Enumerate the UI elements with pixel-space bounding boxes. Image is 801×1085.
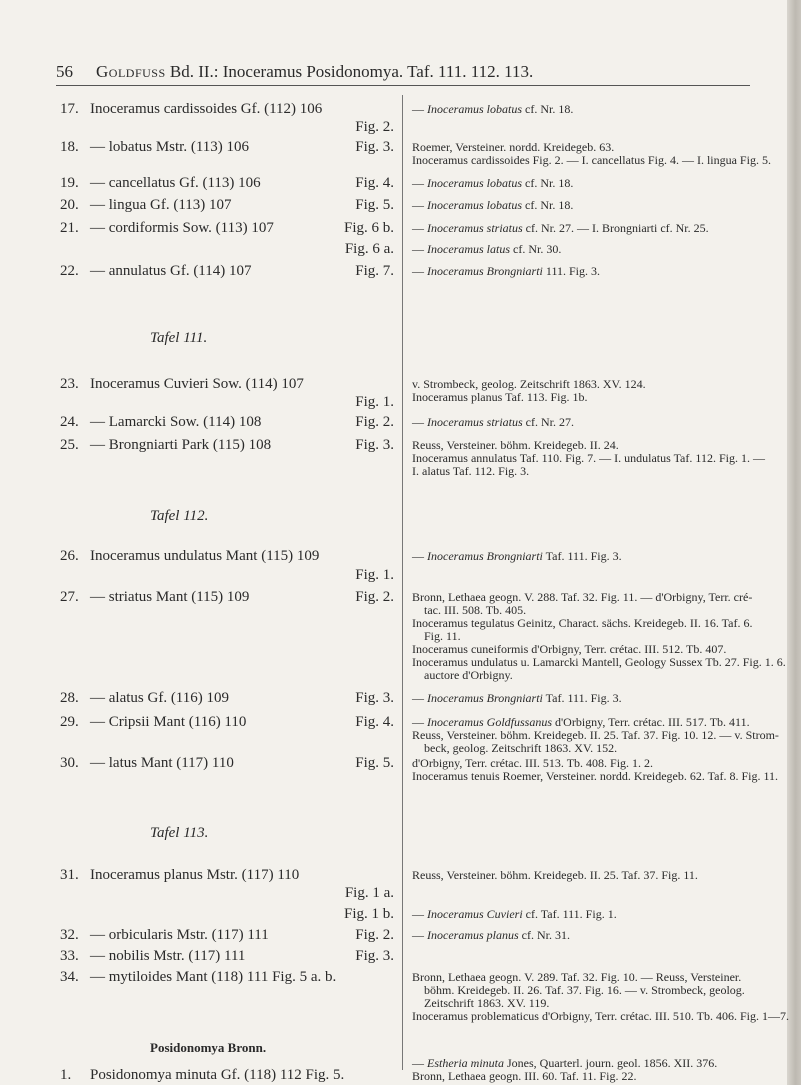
reference-line: Reuss, Versteiner. böhm. Kreidegeb. II. 24. bbox=[412, 438, 619, 452]
entry-text: — striatus Mant (115) 109 bbox=[90, 589, 250, 605]
entry-fig: Fig. 3. bbox=[355, 437, 394, 453]
entry-fig: Fig. 5. bbox=[355, 755, 394, 771]
synonym-line bbox=[412, 550, 622, 563]
dash: — bbox=[412, 176, 427, 190]
reference-line: I. alatus Taf. 112. Fig. 3. bbox=[412, 464, 530, 478]
entry-fig: Fig. 2. bbox=[355, 589, 394, 605]
entry-number: 34. bbox=[60, 969, 79, 985]
entry-text: Posidonomya minuta Gf. (118) 112 Fig. 5. bbox=[90, 1067, 345, 1083]
entry-number: 25. bbox=[60, 437, 79, 453]
entry-text: Inoceramus planus Mstr. (117) 110 bbox=[90, 867, 300, 883]
reference: cf. Nr. 27. — I. Brongniarti cf. Nr. 25. bbox=[522, 221, 709, 235]
taxon-name: Inoceramus Brongniarti bbox=[427, 691, 543, 705]
taxon-name: Inoceramus striatus bbox=[427, 415, 523, 429]
entry-number: 1. bbox=[60, 1067, 72, 1083]
entry-text: — cordiformis Sow. (113) 107 bbox=[90, 220, 274, 236]
reference: cf. Taf. 111. Fig. 1. bbox=[522, 907, 617, 921]
dash: — bbox=[412, 242, 427, 256]
entry-fig: Fig. 2. bbox=[355, 927, 394, 943]
taxon-name: Inoceramus latus bbox=[427, 242, 510, 256]
reference: cf. Nr. 27. bbox=[522, 415, 574, 429]
reference-line: Inoceramus cardissoides Fig. 2. — I. cancellatus Fig. 4. — I. lingua Fig. 5. bbox=[412, 153, 771, 167]
entry-fig: Fig. 1. bbox=[355, 567, 394, 583]
taxon-name: Inoceramus Goldfussanus bbox=[427, 715, 552, 729]
synonym-line bbox=[412, 222, 709, 235]
running-title bbox=[96, 62, 533, 82]
taxon-name: Inoceramus striatus bbox=[427, 221, 523, 235]
reference-line: Reuss, Versteiner. böhm. Kreidegeb. II. 25. Taf. 37. Fig. 10. 12. — v. Strom- bbox=[412, 728, 779, 742]
dash: — bbox=[412, 264, 427, 278]
entry-text: Inoceramus undulatus Mant (115) 109 bbox=[90, 548, 320, 564]
taxon-name: Inoceramus Brongniarti bbox=[427, 264, 543, 278]
running-title-rest: Bd. II.: Inoceramus Posidonomya. Taf. 111. 112. 113. bbox=[169, 62, 534, 81]
entry-fig: Fig. 3. bbox=[355, 948, 394, 964]
column-divider bbox=[402, 95, 403, 1070]
entry-fig: Fig. 2. bbox=[355, 414, 394, 430]
reference-line: Roemer, Versteiner. nordd. Kreidegeb. 63. bbox=[412, 140, 615, 154]
taxon-name: Inoceramus Brongniarti bbox=[427, 549, 543, 563]
reference-line: Fig. 11. bbox=[424, 629, 461, 643]
entry-number: 33. bbox=[60, 948, 79, 964]
dash: — bbox=[412, 549, 427, 563]
entry-number: 29. bbox=[60, 714, 79, 730]
reference-line: v. Strombeck, geolog. Zeitschrift 1863. XV. 124. bbox=[412, 377, 646, 391]
entry-fig: Fig. 4. bbox=[355, 175, 394, 191]
entry-fig: Fig. 6 b. bbox=[343, 220, 394, 236]
entry-number: 22. bbox=[60, 263, 79, 279]
reference: Taf. 111. Fig. 3. bbox=[542, 549, 622, 563]
taxon-name: Inoceramus lobatus bbox=[427, 176, 522, 190]
reference-line: Zeitschrift 1863. XV. 119. bbox=[424, 996, 550, 1010]
entry-text: — nobilis Mstr. (117) 111 bbox=[90, 948, 246, 964]
entry-number: 20. bbox=[60, 197, 79, 213]
entry-text: — lingua Gf. (113) 107 bbox=[90, 197, 232, 213]
reference-line: Inoceramus tenuis Roemer, Versteiner. nordd. Kreidegeb. 62. Taf. 8. Fig. 11. bbox=[412, 769, 779, 783]
reference-line: böhm. Kreidegeb. II. 26. Taf. 37. Fig. 16. — v. Strombeck, geolog. bbox=[424, 983, 745, 997]
reference-line: Inoceramus annulatus Taf. 110. Fig. 7. — I. undulatus Taf. 112. Fig. 1. — bbox=[412, 451, 765, 465]
reference-line: Inoceramus undulatus u. Lamarcki Mantell, Geology Sussex Tb. 27. Fig. 1. 6. bbox=[412, 655, 786, 669]
entry-number: 27. bbox=[60, 589, 79, 605]
entry-text: — orbicularis Mstr. (117) 111 bbox=[90, 927, 269, 943]
dash: — bbox=[412, 907, 427, 921]
entry-text: — lobatus Mstr. (113) 106 bbox=[90, 139, 250, 155]
entry-number: 26. bbox=[60, 548, 79, 564]
entry-text: Inoceramus Cuvieri Sow. (114) 107 bbox=[90, 376, 304, 392]
synonym-line bbox=[412, 243, 561, 256]
entry-number: 31. bbox=[60, 867, 79, 883]
reference: cf. Nr. 18. bbox=[522, 176, 574, 190]
entry-number: 32. bbox=[60, 927, 79, 943]
synonym-line bbox=[412, 199, 573, 212]
entry-text: — annulatus Gf. (114) 107 bbox=[90, 263, 252, 279]
entry-fig: Fig. 3. bbox=[355, 690, 394, 706]
reference-line: Bronn, Lethaea geogn. V. 288. Taf. 32. Fig. 11. — d'Orbigny, Terr. cré- bbox=[412, 590, 753, 604]
reference: cf. Nr. 30. bbox=[510, 242, 562, 256]
dash: — bbox=[412, 715, 427, 729]
entry-number: 17. bbox=[60, 101, 79, 117]
entry-fig: Fig. 6 a. bbox=[344, 241, 394, 257]
dash: — bbox=[412, 928, 427, 942]
dash: — bbox=[412, 1056, 427, 1070]
section-heading: Tafel 112. bbox=[150, 508, 209, 524]
dash: — bbox=[412, 221, 427, 235]
entry-number: 24. bbox=[60, 414, 79, 430]
entry-number: 30. bbox=[60, 755, 79, 771]
reference-line: auctore d'Orbigny. bbox=[424, 668, 513, 682]
entry-fig: Fig. 1. bbox=[355, 394, 394, 410]
author-name: Goldfuss bbox=[96, 62, 166, 81]
reference-line: beck, geolog. Zeitschrift 1863. XV. 152. bbox=[424, 741, 618, 755]
entry-fig: Fig. 4. bbox=[355, 714, 394, 730]
entry-fig: Fig. 1 a. bbox=[344, 885, 394, 901]
section-heading: Posidonomya Bronn. bbox=[150, 1040, 267, 1055]
reference: 111. Fig. 3. bbox=[542, 264, 601, 278]
reference: Jones, Quarterl. journ. geol. 1856. XII. 376. bbox=[504, 1056, 718, 1070]
synonym-line bbox=[412, 908, 617, 921]
reference-line: Inoceramus cuneiformis d'Orbigny, Terr. crétac. III. 512. Tb. 407. bbox=[412, 642, 727, 656]
taxon-name: Inoceramus lobatus bbox=[427, 102, 522, 116]
reference-line: Inoceramus planus Taf. 113. Fig. 1b. bbox=[412, 390, 588, 404]
synonym-line bbox=[412, 177, 573, 190]
taxon-name: Inoceramus lobatus bbox=[427, 198, 522, 212]
dash: — bbox=[412, 691, 427, 705]
entry-number: 21. bbox=[60, 220, 79, 236]
entry-text: — cancellatus Gf. (113) 106 bbox=[90, 175, 261, 191]
entry-text: Inoceramus cardissoides Gf. (112) 106 bbox=[90, 101, 323, 117]
reference-line: Inoceramus problematicus d'Orbigny, Terr. crétac. III. 510. Tb. 406. Fig. 1—7. bbox=[412, 1009, 790, 1023]
reference-line: Bronn, Lethaea geogn. III. 60. Taf. 11. Fig. 22. bbox=[412, 1069, 637, 1083]
entry-number: 23. bbox=[60, 376, 79, 392]
entry-fig: Fig. 7. bbox=[355, 263, 394, 279]
taxon-name: Inoceramus planus bbox=[427, 928, 519, 942]
entry-fig: Fig. 2. bbox=[355, 119, 394, 135]
section-heading: Tafel 113. bbox=[150, 825, 209, 841]
entry-number: 19. bbox=[60, 175, 79, 191]
entry-number: 18. bbox=[60, 139, 79, 155]
reference-line: d'Orbigny, Terr. crétac. III. 513. Tb. 408. Fig. 1. 2. bbox=[412, 756, 654, 770]
dash: — bbox=[412, 102, 427, 116]
synonym-line bbox=[412, 265, 600, 278]
entry-text: — latus Mant (117) 110 bbox=[90, 755, 234, 771]
entry-text: — mytiloides Mant (118) 111 Fig. 5 a. b. bbox=[90, 969, 337, 985]
header-rule bbox=[56, 85, 750, 86]
entry-text: — Brongniarti Park (115) 108 bbox=[90, 437, 272, 453]
synonym-line bbox=[412, 692, 622, 705]
reference: cf. Nr. 31. bbox=[518, 928, 570, 942]
page-edge-shadow bbox=[787, 0, 801, 1085]
reference: Taf. 111. Fig. 3. bbox=[542, 691, 622, 705]
entry-text: — alatus Gf. (116) 109 bbox=[90, 690, 229, 706]
dash: — bbox=[412, 415, 427, 429]
reference-line: Bronn, Lethaea geogn. V. 289. Taf. 32. Fig. 10. — Reuss, Versteiner. bbox=[412, 970, 742, 984]
entry-fig: Fig. 1 b. bbox=[343, 906, 394, 922]
entry-fig: Fig. 5. bbox=[355, 197, 394, 213]
reference: cf. Nr. 18. bbox=[522, 102, 574, 116]
synonym-line bbox=[412, 103, 573, 116]
dash: — bbox=[412, 198, 427, 212]
reference-line: tac. III. 508. Tb. 405. bbox=[424, 603, 527, 617]
reference: d'Orbigny, Terr. crétac. III. 517. Tb. 411. bbox=[552, 715, 750, 729]
synonym-line bbox=[412, 416, 574, 429]
entry-fig: Fig. 3. bbox=[355, 139, 394, 155]
taxon-name: Estheria minuta bbox=[427, 1056, 504, 1070]
section-heading: Tafel 111. bbox=[150, 330, 208, 346]
reference: cf. Nr. 18. bbox=[522, 198, 574, 212]
reference-line: Inoceramus tegulatus Geinitz, Charact. sächs. Kreidegeb. II. 16. Taf. 6. bbox=[412, 616, 753, 630]
entry-text: — Cripsii Mant (116) 110 bbox=[90, 714, 247, 730]
page-number: 56 bbox=[56, 62, 73, 81]
entry-number: 28. bbox=[60, 690, 79, 706]
reference-line: Reuss, Versteiner. böhm. Kreidegeb. II. 25. Taf. 37. Fig. 11. bbox=[412, 868, 698, 882]
taxon-name: Inoceramus Cuvieri bbox=[427, 907, 523, 921]
synonym-line bbox=[412, 929, 570, 942]
entry-text: — Lamarcki Sow. (114) 108 bbox=[90, 414, 262, 430]
